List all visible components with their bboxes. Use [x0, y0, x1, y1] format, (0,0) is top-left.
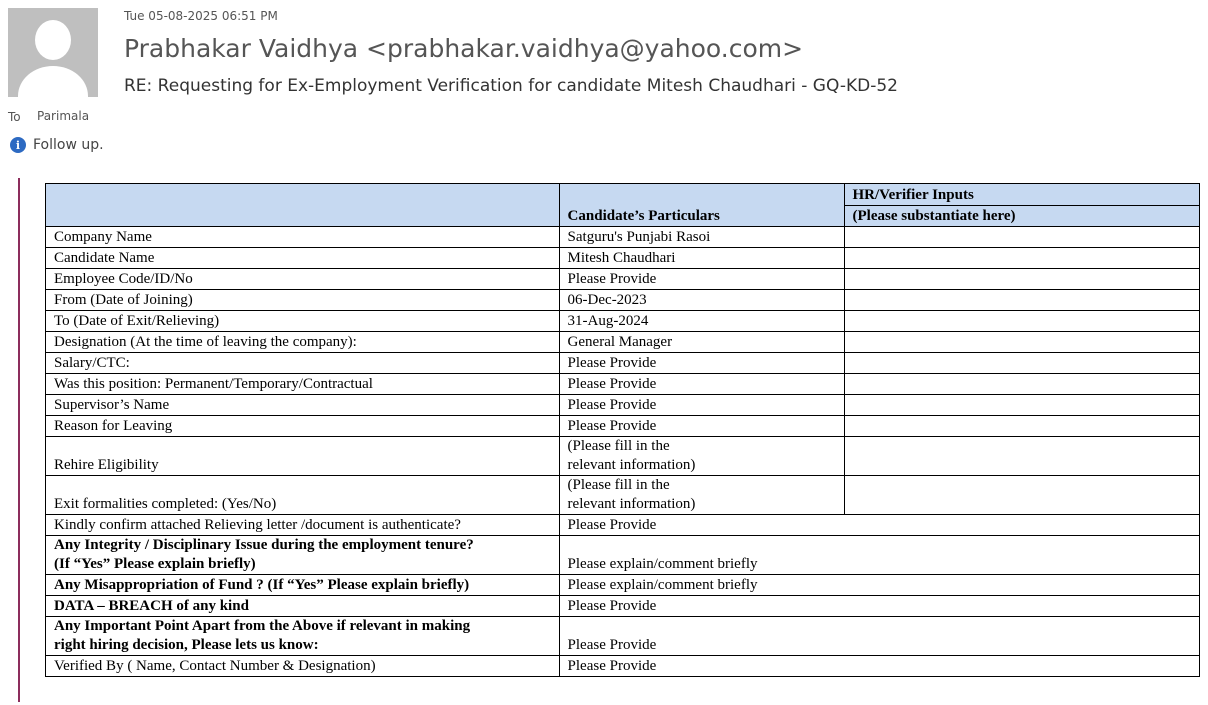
follow-up-flag[interactable] [10, 137, 104, 153]
table-row [46, 311, 1200, 332]
row-value: Please Provide [559, 395, 844, 416]
table-row [46, 596, 1200, 617]
row-label: Exit formalities completed: (Yes/No) [46, 476, 560, 515]
row-value: 06-Dec-2023 [559, 290, 844, 311]
table-row [46, 395, 1200, 416]
table-row [46, 248, 1200, 269]
verifier-input-cell[interactable] [844, 332, 1199, 353]
table-row [46, 416, 1200, 437]
table-header-row [46, 184, 1200, 206]
table-row [46, 515, 1200, 536]
recipient-name[interactable]: Parimala [37, 109, 90, 123]
header-hr-verifier-inputs: HR/Verifier Inputs [844, 184, 1199, 206]
row-value: Please Provide [559, 617, 1199, 656]
row-label: Employee Code/ID/No [46, 269, 560, 290]
row-label: Supervisor’s Name [46, 395, 560, 416]
table-row [46, 374, 1200, 395]
row-value: Please Provide [559, 353, 844, 374]
verifier-input-cell[interactable] [844, 437, 1199, 476]
row-value [559, 437, 844, 476]
table-row [46, 269, 1200, 290]
header-substantiate: (Please substantiate here) [844, 205, 1199, 227]
row-label-line: Any Integrity / Disciplinary Issue during the employment tenure? [54, 537, 474, 553]
row-value-line: relevant information) [567, 457, 696, 473]
row-value: Mitesh Chaudhari [559, 248, 844, 269]
verifier-input-cell[interactable] [844, 227, 1199, 248]
row-value: Please explain/comment briefly [559, 575, 1199, 596]
row-label: Was this position: Permanent/Temporary/Contractual [46, 374, 560, 395]
quote-bar [18, 178, 20, 702]
table-row [46, 617, 1200, 656]
row-value: Please explain/comment briefly [559, 536, 1199, 575]
row-label: Kindly confirm attached Relieving letter /document is authenticate? [46, 515, 560, 536]
row-label [46, 536, 560, 575]
follow-up-text: Follow up. [33, 137, 104, 153]
row-value-line: (Please fill in the [567, 438, 670, 454]
table-row [46, 437, 1200, 476]
row-label: To (Date of Exit/Relieving) [46, 311, 560, 332]
row-label: Rehire Eligibility [46, 437, 560, 476]
row-value-line: relevant information) [567, 496, 696, 512]
email-subject: RE: Requesting for Ex-Employment Verification for candidate Mitesh Chaudhari - GQ-KD-52 [124, 76, 898, 96]
table-row [46, 656, 1200, 677]
header-blank-cell [46, 184, 560, 227]
row-label: Verified By ( Name, Contact Number & Designation) [46, 656, 560, 677]
row-value: 31-Aug-2024 [559, 311, 844, 332]
verifier-input-cell[interactable] [844, 416, 1199, 437]
verifier-input-cell[interactable] [844, 311, 1199, 332]
row-label: Designation (At the time of leaving the company): [46, 332, 560, 353]
row-value: General Manager [559, 332, 844, 353]
row-value: Please Provide [559, 416, 844, 437]
row-value-line: (Please fill in the [567, 477, 670, 493]
table-row [46, 227, 1200, 248]
row-value: Please Provide [559, 656, 1199, 677]
table-row [46, 476, 1200, 515]
row-label: DATA – BREACH of any kind [46, 596, 560, 617]
verifier-input-cell[interactable] [844, 353, 1199, 374]
person-avatar-icon [8, 8, 98, 97]
table-row [46, 575, 1200, 596]
table-row [46, 536, 1200, 575]
verifier-input-cell[interactable] [844, 476, 1199, 515]
row-value: Satguru's Punjabi Rasoi [559, 227, 844, 248]
row-label [46, 617, 560, 656]
row-label: Reason for Leaving [46, 416, 560, 437]
row-label: Any Misappropriation of Fund ? (If “Yes” Please explain briefly) [46, 575, 560, 596]
row-value [559, 476, 844, 515]
sender-name[interactable]: Prabhakar Vaidhya <prabhakar.vaidhya@yahoo.com> [124, 34, 804, 63]
table-row [46, 290, 1200, 311]
verifier-input-cell[interactable] [844, 269, 1199, 290]
row-label: Company Name [46, 227, 560, 248]
table-row [46, 332, 1200, 353]
verifier-input-cell[interactable] [844, 374, 1199, 395]
row-value: Please Provide [559, 374, 844, 395]
row-label: Salary/CTC: [46, 353, 560, 374]
verifier-input-cell[interactable] [844, 248, 1199, 269]
email-date: Tue 05-08-2025 06:51 PM [124, 9, 278, 23]
to-label: To [8, 110, 21, 124]
verification-table [45, 183, 1200, 677]
row-value: Please Provide [559, 596, 1199, 617]
row-label-line: right hiring decision, Please lets us know: [54, 637, 319, 653]
row-value: Please Provide [559, 269, 844, 290]
table-row [46, 353, 1200, 374]
row-label: From (Date of Joining) [46, 290, 560, 311]
row-label: Candidate Name [46, 248, 560, 269]
verifier-input-cell[interactable] [844, 290, 1199, 311]
info-icon: i [10, 137, 26, 153]
row-value: Please Provide [559, 515, 1199, 536]
row-label-line: Any Important Point Apart from the Above if relevant in making [54, 618, 471, 634]
verifier-input-cell[interactable] [844, 395, 1199, 416]
header-candidate-particulars: Candidate’s Particulars [559, 184, 844, 227]
row-label-line: (If “Yes” Please explain briefly) [54, 556, 256, 572]
